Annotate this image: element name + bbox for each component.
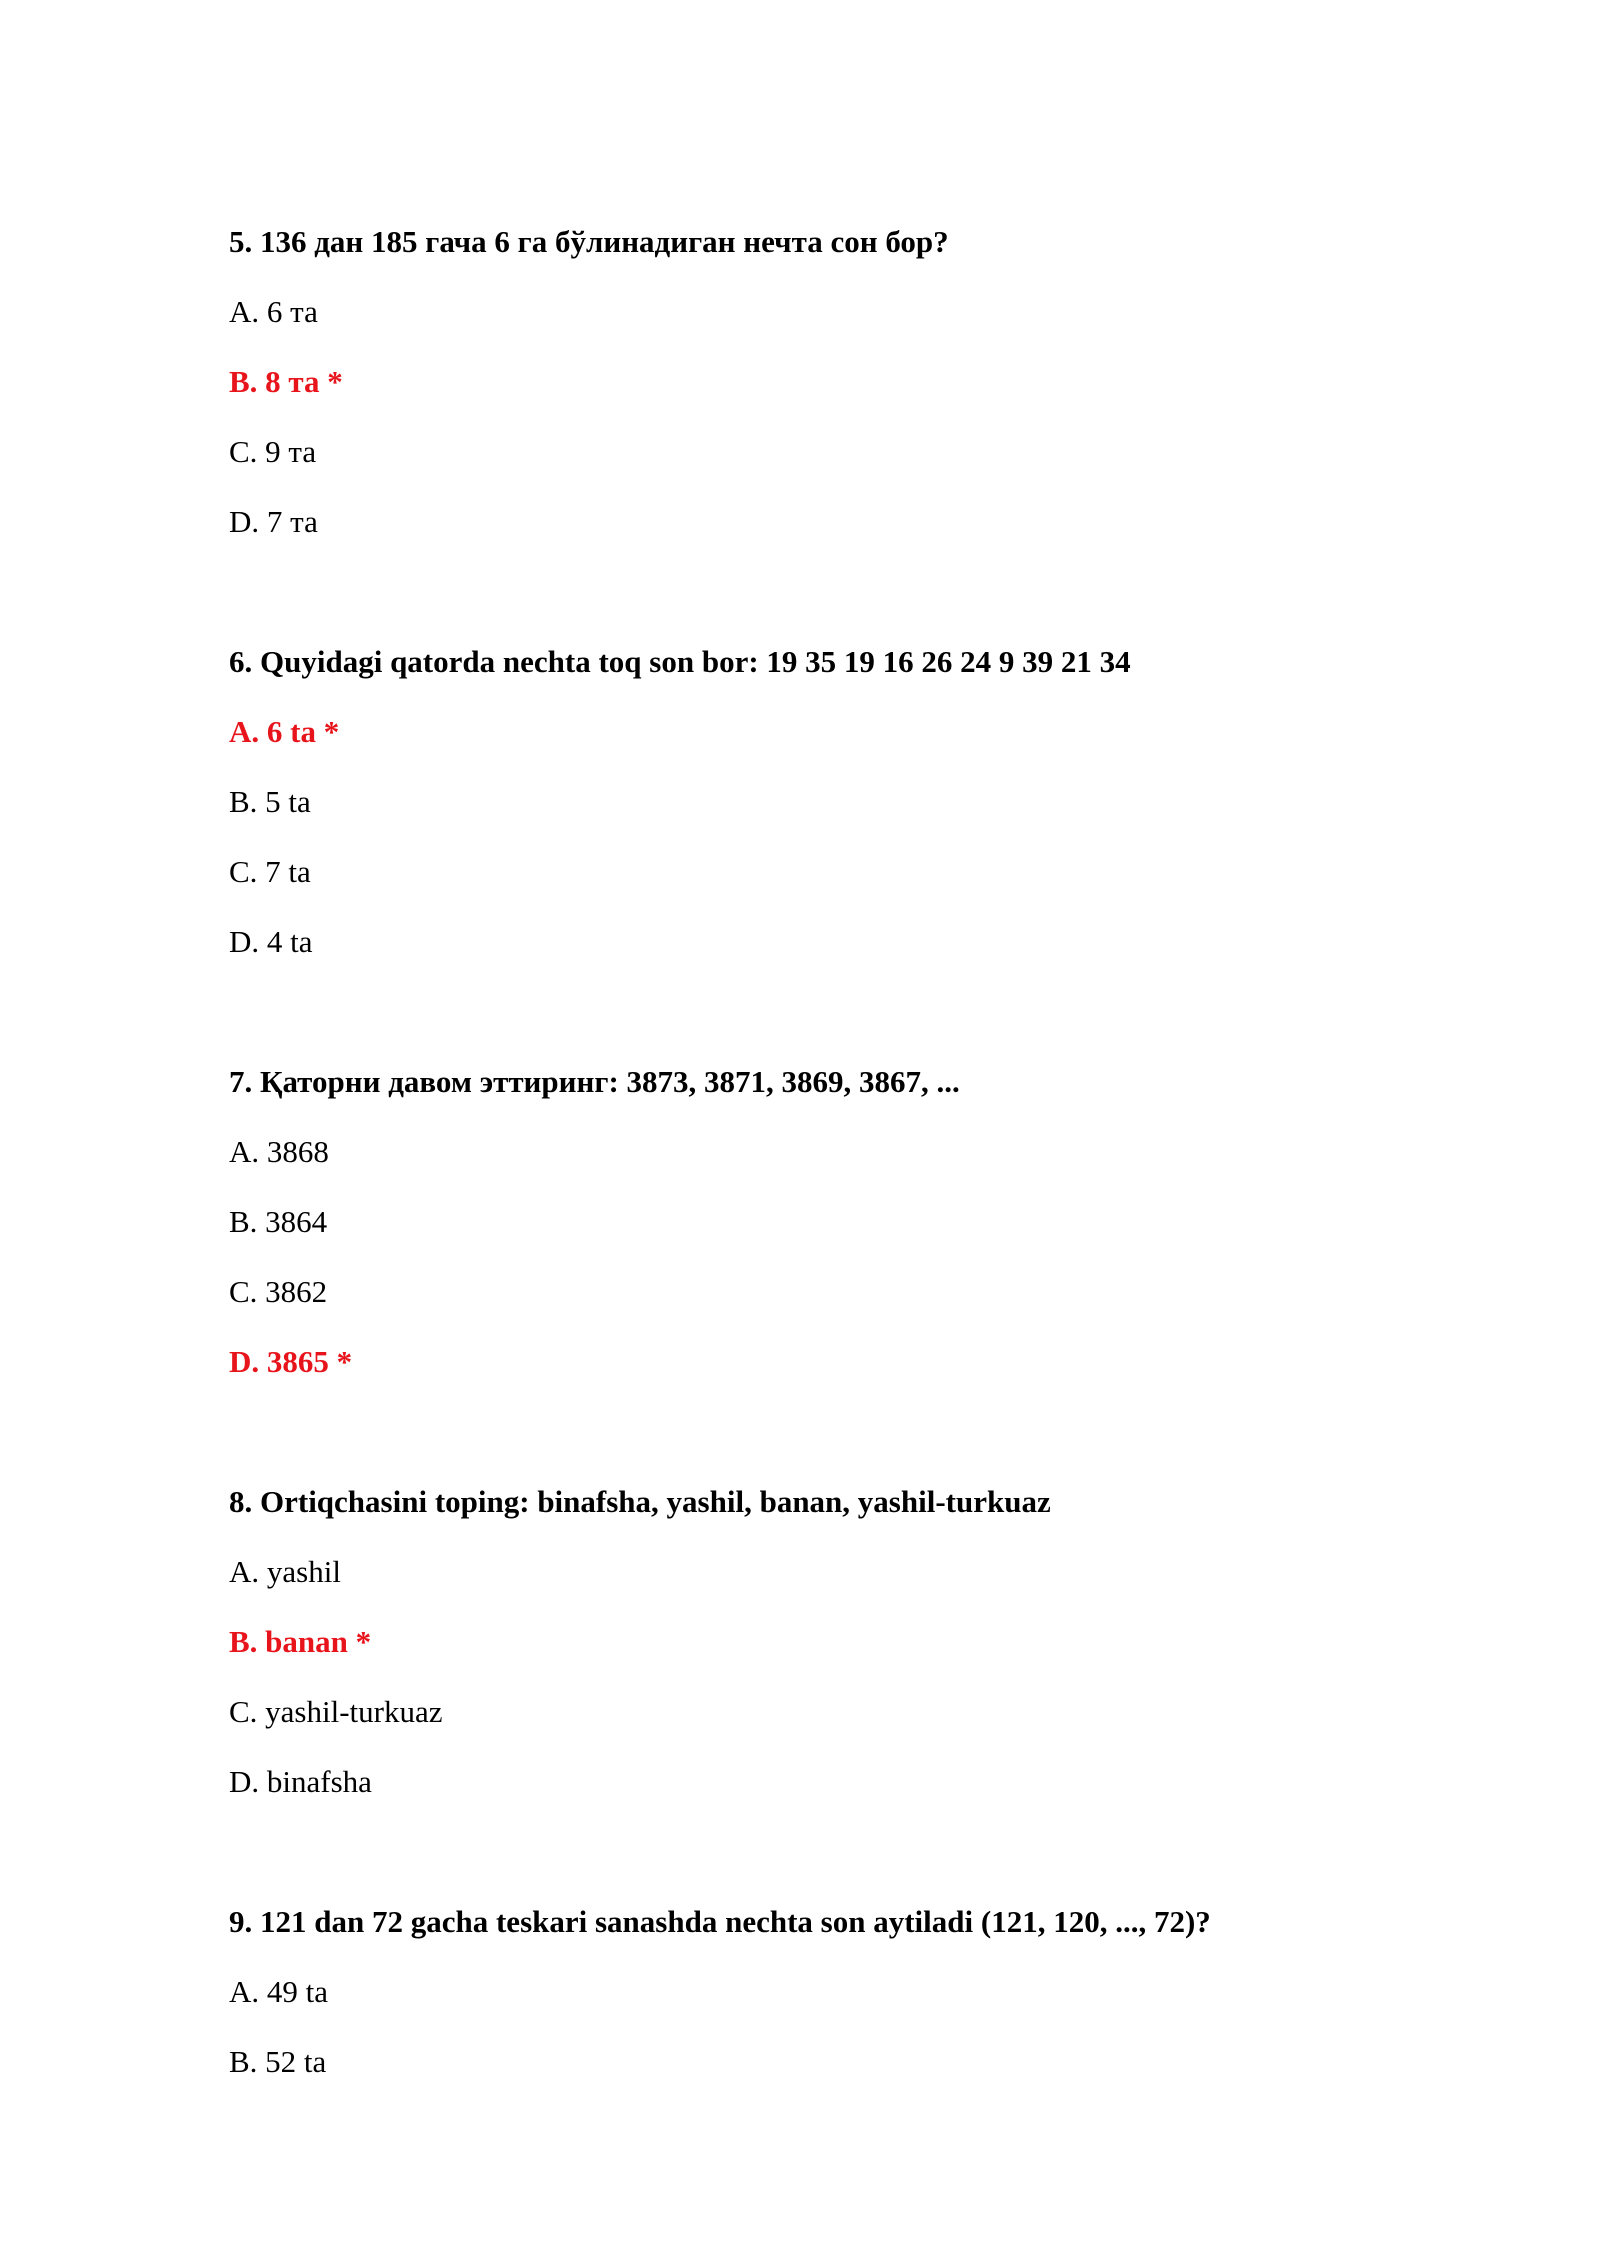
question-8-option-d: D. binafsha [229, 1764, 372, 1799]
question-5-option-d: D. 7 та [229, 504, 318, 539]
question-5-option-b-correct: B. 8 та * [229, 364, 343, 399]
question-9-text: 9. 121 dan 72 gacha teskari sanashda nechta son aytiladi (121, 120, ..., 72)? [229, 1904, 1211, 1939]
question-6-option-a-correct: A. 6 ta * [229, 714, 340, 749]
question-6-option-c: C. 7 ta [229, 854, 311, 889]
question-6-text: 6. Quyidagi qatorda nechta toq son bor: 19 35 19 16 26 24 9 39 21 34 [229, 644, 1131, 679]
question-5-option-a: A. 6 та [229, 294, 318, 329]
question-8-option-c: C. yashil-turkuaz [229, 1694, 443, 1729]
question-9-option-b: B. 52 ta [229, 2044, 327, 2079]
question-8-option-b-correct: B. banan * [229, 1624, 372, 1659]
question-7-option-d-correct: D. 3865 * [229, 1344, 353, 1379]
question-7-text: 7. Қаторни давом эттиринг: 3873, 3871, 3869, 3867, ... [229, 1064, 960, 1099]
question-7-option-c: C. 3862 [229, 1274, 328, 1309]
question-6-option-d: D. 4 ta [229, 924, 313, 959]
question-5-option-c: C. 9 та [229, 434, 317, 469]
question-5-text: 5. 136 дан 185 гача 6 га бўлинадиган нечта сон бор? [229, 224, 949, 259]
question-6-option-b: B. 5 ta [229, 784, 311, 819]
question-9-option-a: A. 49 ta [229, 1974, 329, 2009]
question-8-text: 8. Ortiqchasini toping: binafsha, yashil, banan, yashil-turkuaz [229, 1484, 1051, 1519]
question-8-option-a: A. yashil [229, 1554, 341, 1589]
question-7-option-a: A. 3868 [229, 1134, 329, 1169]
question-7-option-b: B. 3864 [229, 1204, 328, 1239]
